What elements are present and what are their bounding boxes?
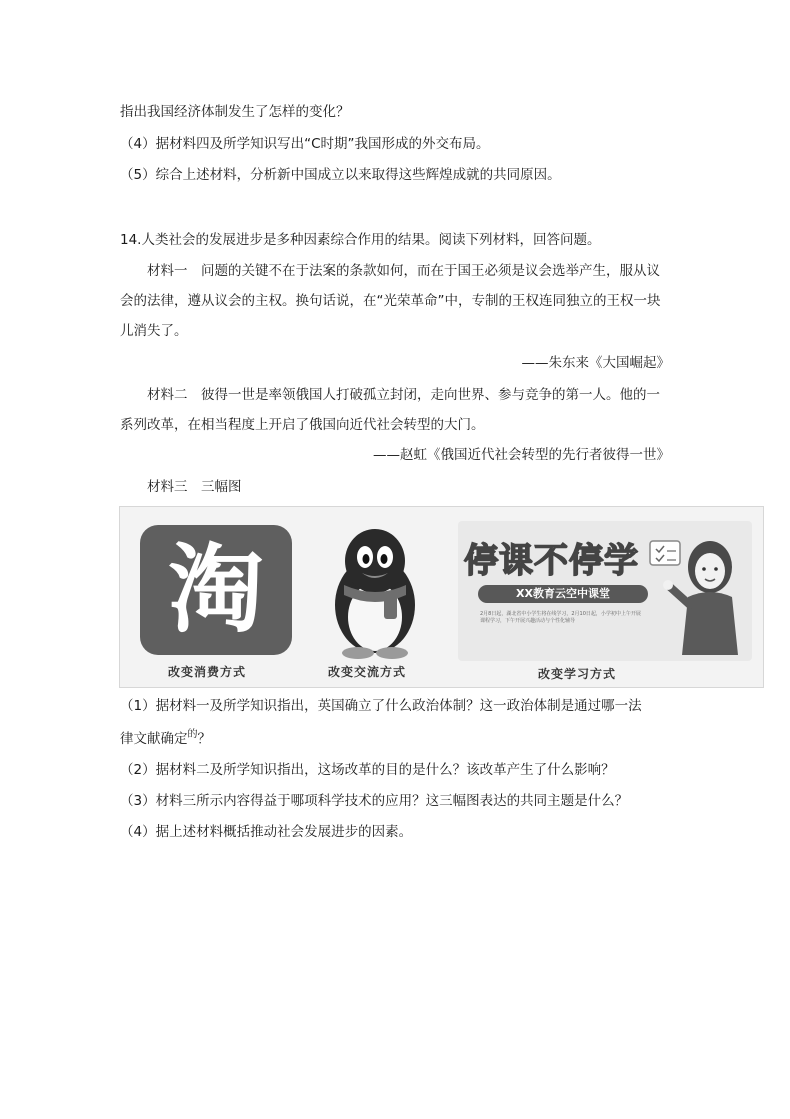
taobao-logo bbox=[140, 525, 292, 655]
poster-band: XX教育云空中课堂 bbox=[478, 585, 648, 603]
caption-learning: 改变学习方式 bbox=[538, 667, 617, 681]
taobao-logo-glyph: 淘 bbox=[168, 534, 264, 646]
question-14-3: （3）材料三所示内容得益于哪项科学技术的应用？这三幅图表达的共同主题是什么？ bbox=[120, 793, 629, 809]
question-14-1b-text: 律文献确定 bbox=[120, 731, 188, 747]
teacher-illustration-icon bbox=[648, 527, 752, 661]
caption-communication: 改变交流方式 bbox=[328, 665, 407, 679]
question-14-title: 14.人类社会的发展进步是多种因素综合作用的结果。阅读下列材料，回答问题。 bbox=[120, 232, 601, 248]
question-4: （4）据材料四及所学知识写出“C时期”我国形成的外交布局。 bbox=[120, 136, 490, 152]
caption-consumption: 改变消费方式 bbox=[168, 665, 247, 679]
material-3-figure bbox=[119, 506, 764, 688]
poster-notes: 2月8日起，湖北省中小学生将在线学习，2月10日起，小学初中上午开展课程学习，下午开展兴趣活动与个性化辅导 bbox=[480, 611, 641, 624]
question-14-4: （4）据上述材料概括推动社会发展进步的因素。 bbox=[120, 824, 413, 840]
material-2-source: ——赵虹《俄国近代社会转型的先行者彼得一世》 bbox=[373, 447, 670, 463]
question-14-2: （2）据材料二及所学知识指出，这场改革的目的是什么？该改革产生了什么影响？ bbox=[120, 762, 615, 778]
question-14-1b-end: ？ bbox=[197, 731, 211, 747]
material-1-text: 材料一 问题的关键不在于法案的条款如何，而在于国王必须是议会选举产生，服从议会的法律，遵从议会的主权。换句话说，在“光荣革命”中，专制的王权连同独立的王权一块儿消失了。 bbox=[120, 263, 661, 339]
poster-title: 停课不停学 bbox=[464, 541, 639, 581]
online-class-poster bbox=[458, 521, 752, 661]
text-line: 指出我国经济体制发生了怎样的变化？ bbox=[120, 104, 350, 120]
material-2-text: 材料二 彼得一世是率领俄国人打破孤立封闭，走向世界、参与竞争的第一人。他的一系列改革，在相当程度上开启了俄国向近代社会转型的大门。 bbox=[120, 387, 660, 433]
question-14-1b-sup: 的 bbox=[187, 729, 198, 740]
qq-penguin-icon bbox=[320, 521, 430, 661]
question-14-1a: （1）据材料一及所学知识指出，英国确立了什么政治体制？这一政治体制是通过哪一法 bbox=[120, 698, 642, 714]
material-1-source: ——朱东来《大国崛起》 bbox=[521, 355, 670, 371]
question-14-1b bbox=[120, 730, 211, 750]
question-5: （5）综合上述材料，分析新中国成立以来取得这些辉煌成就的共同原因。 bbox=[120, 167, 561, 183]
material-3-label: 材料三 三幅图 bbox=[147, 479, 242, 495]
